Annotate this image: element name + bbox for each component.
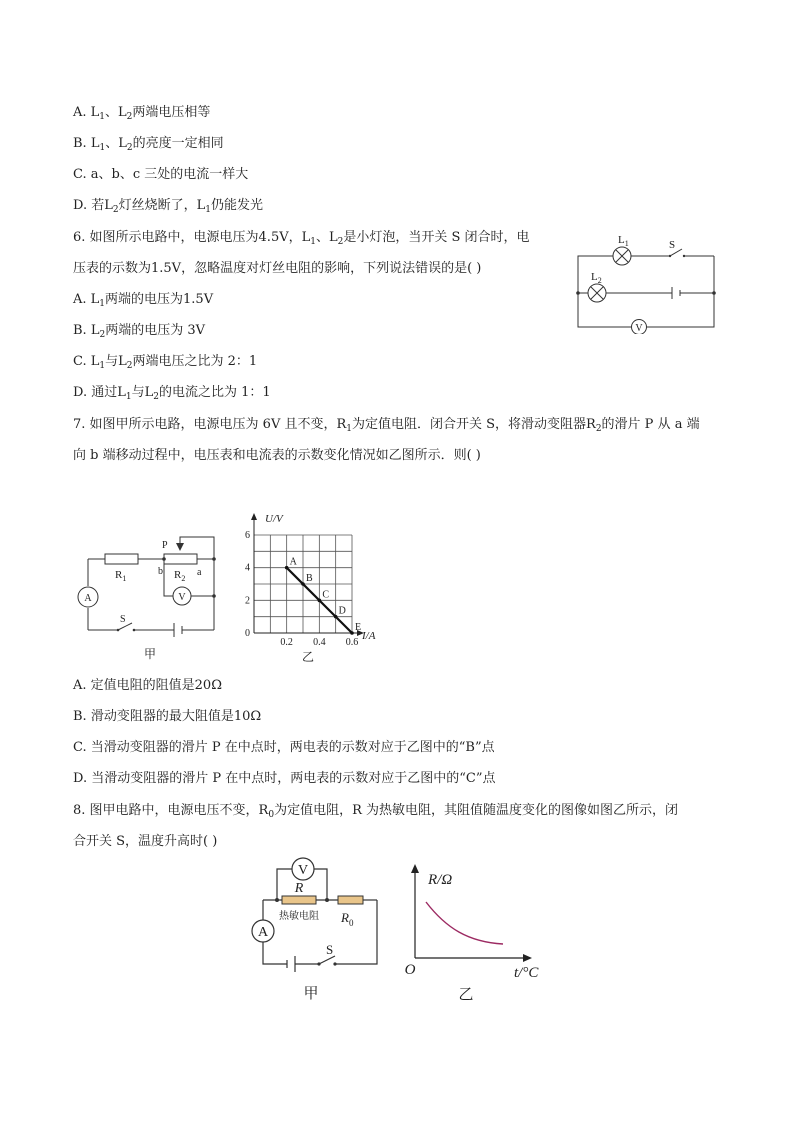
thermistor-r: [282, 896, 316, 904]
q5-option-b: B. $L_1$、$L_2$的亮度一定相同: [73, 136, 224, 153]
voltmeter-icon: [632, 320, 647, 335]
q8-stem-line1: 8. 图甲电路中，电源电压不变，$R_0$为定值电阻，R 为热敏电阻，其阻值随温度变化的图像如图乙所示，闭: [73, 803, 678, 820]
svg-text:热敏电阻: 热敏电阻: [279, 911, 319, 922]
y-tick-label: 6: [245, 530, 250, 541]
q6-stem-line2: 压表的示数为1.5V，忽略温度对灯丝电阻的影响，下列说法错误的是( ): [73, 261, 482, 276]
point-label-B: B: [306, 573, 313, 584]
svg-text:S: S: [120, 614, 126, 625]
q7-option-b: B. 滑动变阻器的最大阻值是10Ω: [73, 709, 262, 724]
svg-text:V: V: [297, 863, 309, 878]
svg-text:b: b: [158, 566, 163, 577]
q7-option-d: D. 当滑动变阻器的滑片 P 在中点时，两电表的示数对应于乙图中的“C”点: [73, 771, 496, 786]
q6-option-b: B. $L_2$两端的电压为 3V: [73, 323, 205, 340]
fig-caption-yi: 乙: [301, 650, 315, 664]
fig-caption-yi: 乙: [458, 987, 474, 1003]
x-tick-label: 0.6: [345, 637, 359, 648]
fig-caption-jia: 甲: [143, 647, 157, 661]
data-point-A: [285, 566, 289, 570]
svg-text:P: P: [162, 540, 168, 551]
q8-ui-graph: [398, 858, 550, 1006]
origin-label: O: [404, 962, 416, 978]
x-tick-label: 0.2: [280, 637, 293, 648]
y-axis-label: R/Ω: [428, 872, 453, 888]
voltmeter-icon: [292, 858, 314, 880]
q8-circuit-diagram: [245, 852, 385, 1004]
svg-text:R: R: [294, 881, 304, 896]
q8-stem-line2: 合开关 S，温度升高时( ): [73, 834, 218, 849]
switch-label: S: [669, 239, 676, 251]
l1-label: $L_1$: [618, 234, 629, 248]
q5-option-d: D. 若$L_2$灯丝烧断了，$L_1$仍能发光: [73, 198, 263, 215]
y-tick-label: 2: [245, 595, 250, 607]
resistor-r0: [338, 896, 363, 904]
data-point-D: [334, 615, 338, 619]
q7-option-c: C. 当滑动变阻器的滑片 P 在中点时，两电表的示数对应于乙图中的“B”点: [73, 740, 495, 755]
q6-option-d: D. 通过$L_1$与$L_2$的电流之比为 1：1: [73, 385, 271, 402]
rt-curve: [426, 902, 503, 944]
lamp-l1-icon: [613, 247, 631, 265]
svg-text:A: A: [84, 593, 92, 604]
q7-ui-graph: [240, 510, 390, 665]
y-axis-label: U/V: [265, 513, 283, 525]
svg-text:V: V: [635, 323, 643, 334]
q6-stem-line1: 6. 如图所示电路中，电源电压为4.5V，$L_1$、$L_2$是小灯泡，当开关 S 闭合时，电: [73, 230, 530, 247]
q6-option-a: A. $L_1$两端的电压为1.5V: [73, 292, 214, 309]
origin-label: 0: [245, 628, 250, 639]
data-point-E: [350, 631, 354, 635]
q7-option-a: A. 定值电阻的阻值是20Ω: [73, 678, 222, 693]
y-tick-label: 4: [245, 562, 250, 574]
q5-option-a: A. $L_1$、$L_2$两端电压相等: [73, 105, 211, 122]
l2-label: $L_2$: [591, 271, 602, 285]
point-label-A: A: [289, 556, 297, 568]
x-axis-label: t/°C: [514, 965, 539, 981]
q6-circuit-diagram: [570, 228, 720, 334]
fig-caption-jia: 甲: [303, 986, 319, 1002]
svg-text:a: a: [197, 567, 202, 578]
q5-option-c: C. a、b、c 三处的电流一样大: [73, 167, 249, 182]
q7-circuit-diagram: [70, 530, 230, 665]
data-point-B: [301, 582, 305, 586]
x-axis-label: I/A: [362, 630, 376, 642]
point-label-D: D: [338, 605, 346, 617]
svg-text:R2: $R_2$: [174, 569, 186, 583]
x-tick-label: 0.4: [313, 637, 326, 648]
q7-stem-line1: 7. 如图甲所示电路，电源电压为 6V 且不变，$R_1$为定值电阻．闭合开关 S，将滑动变阻器$R_2$的滑片 P 从 a 端: [73, 417, 700, 434]
svg-text:A: A: [257, 925, 269, 940]
point-label-E: E: [355, 622, 362, 633]
svg-text:R1: $R_1$: [115, 569, 127, 583]
voltmeter-icon: [173, 587, 191, 605]
ammeter-icon: [252, 920, 274, 942]
svg-text:S: S: [326, 942, 334, 957]
lamp-l2-icon: [588, 284, 606, 302]
ammeter-icon: [78, 587, 98, 607]
q7-stem-line2: 向 b 端移动过程中，电压表和电流表的示数变化情况如乙图所示．则( ): [73, 448, 481, 463]
r1-resistor: [105, 554, 138, 564]
r2-rheostat: [164, 554, 197, 564]
svg-text:R0: $R_0$: [341, 910, 354, 928]
svg-text:V: V: [178, 592, 186, 603]
q6-option-c: C. $L_1$与$L_2$两端电压之比为 2：1: [73, 354, 258, 371]
data-point-C: [318, 599, 322, 603]
point-label-C: C: [322, 589, 330, 601]
